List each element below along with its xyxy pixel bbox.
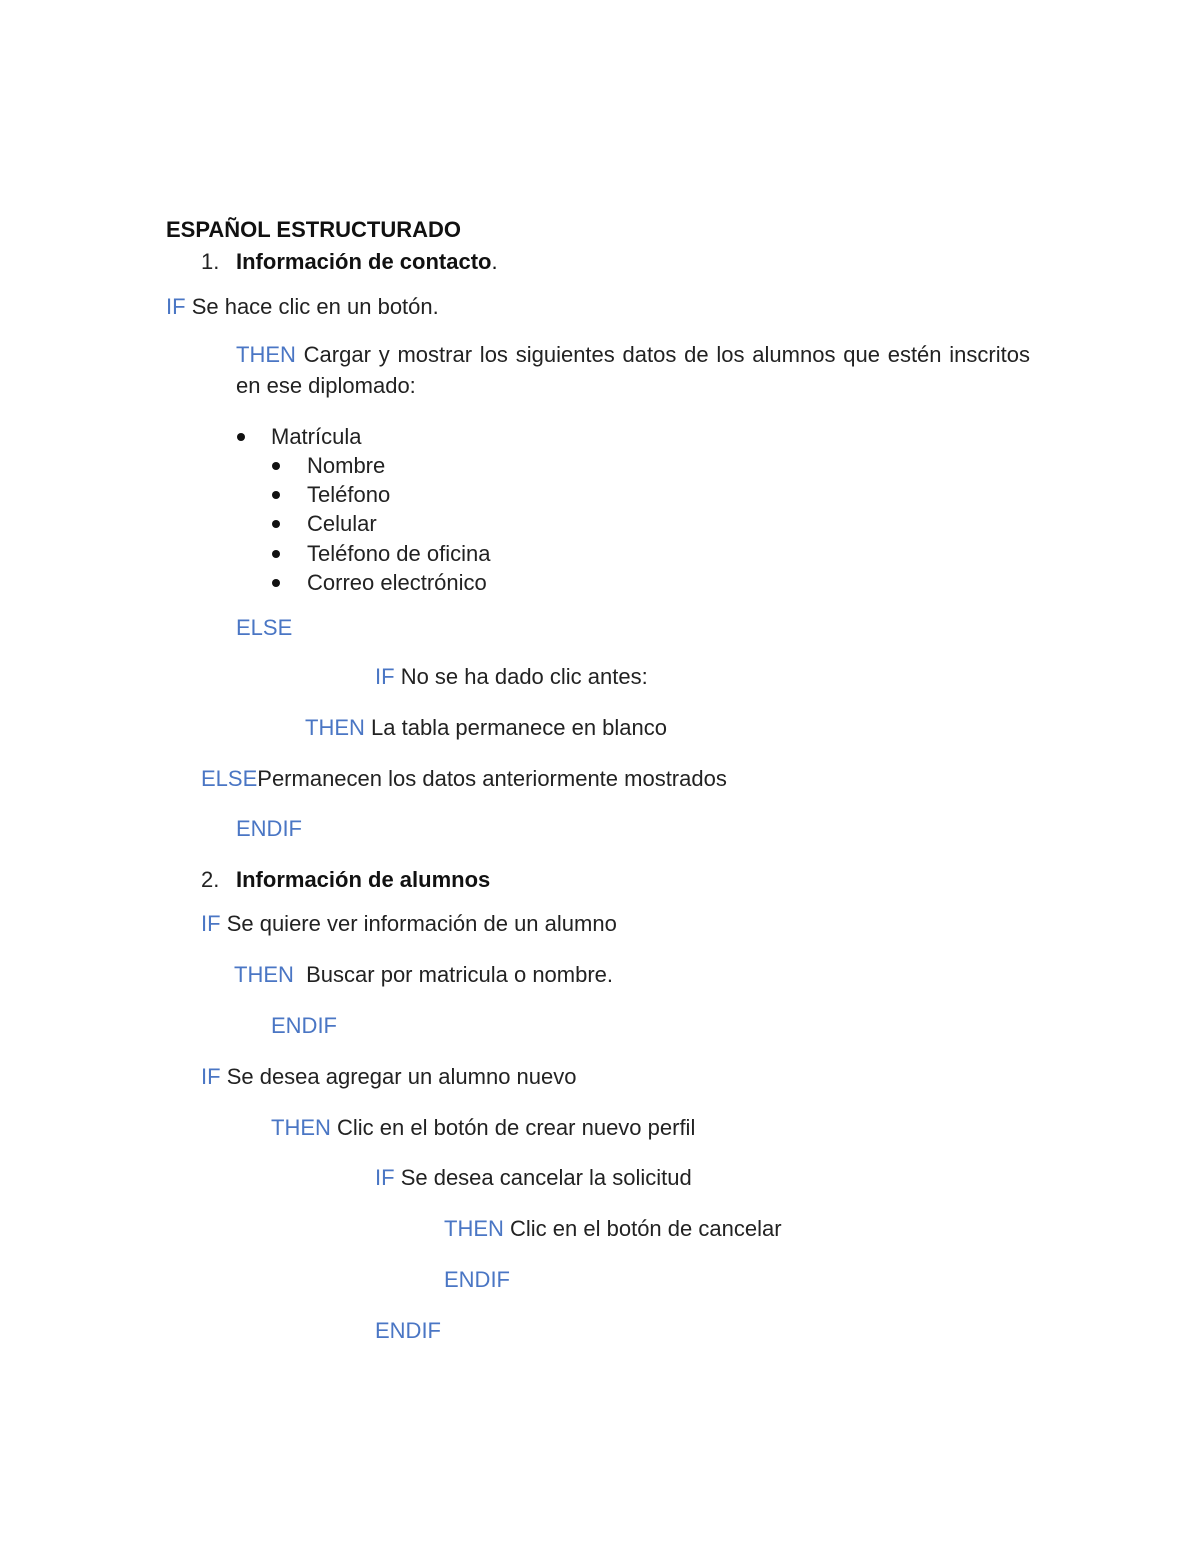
keyword-endif: ENDIF <box>271 1013 337 1038</box>
keyword-then: THEN <box>444 1216 504 1241</box>
action-text: Clic en el botón de cancelar <box>510 1216 782 1241</box>
bullet-icon <box>272 520 280 528</box>
condition-text: Se hace clic en un botón. <box>191 294 439 319</box>
condition-text: Se desea cancelar la solicitud <box>400 1165 692 1190</box>
keyword-endif: ENDIF <box>444 1267 510 1292</box>
keyword-if: IF <box>201 1064 221 1089</box>
keyword-then: THEN <box>305 715 365 740</box>
if-add-student-line <box>201 1063 577 1091</box>
condition-text: Se desea agregar un alumno nuevo <box>226 1064 577 1089</box>
condition-text: Se quiere ver información de un alumno <box>226 911 617 936</box>
list-item: Matrícula <box>271 424 362 449</box>
bullet-icon <box>272 491 280 499</box>
section-1-title-suffix: . <box>491 249 498 274</box>
keyword-then: THEN <box>271 1115 331 1140</box>
keyword-then: THEN <box>234 962 294 987</box>
keyword-endif: ENDIF <box>375 1318 441 1343</box>
then-create-profile-line <box>271 1114 695 1142</box>
section-2-title: Información de alumnos <box>236 867 491 892</box>
list-item: Celular <box>307 511 377 536</box>
section-1-number: 1. <box>201 249 220 274</box>
keyword-if: IF <box>375 664 395 689</box>
bullet-icon <box>272 579 280 587</box>
bullet-icon <box>272 462 280 470</box>
if-no-click-line <box>375 663 648 691</box>
keyword-endif: ENDIF <box>236 816 302 841</box>
action-text: Buscar por matricula o nombre. <box>306 962 614 987</box>
then-table-blank-line <box>305 714 667 742</box>
action-text: Permanecen los datos anteriormente mostrados <box>257 766 727 791</box>
keyword-else: ELSE <box>201 766 258 791</box>
list-item: Teléfono de oficina <box>307 541 491 566</box>
then-search-line <box>234 961 613 989</box>
action-text: Cargar y mostrar los siguientes datos de los alumnos que estén inscritos en ese diplomado: <box>236 342 1030 398</box>
list-item: Teléfono <box>307 482 391 507</box>
section-2-heading <box>201 866 491 894</box>
keyword-if: IF <box>375 1165 395 1190</box>
condition-text: No se ha dado clic antes: <box>400 664 648 689</box>
keyword-if: IF <box>201 911 221 936</box>
if-cancel-request-line <box>375 1164 692 1192</box>
action-text: La tabla permanece en blanco <box>371 715 668 740</box>
else-keep-data-line <box>201 765 727 793</box>
document-title: ESPAÑOL ESTRUCTURADO <box>166 217 461 242</box>
keyword-if: IF <box>166 294 186 319</box>
bullet-icon <box>272 550 280 558</box>
then-load-data-paragraph <box>236 339 1030 401</box>
action-text: Clic en el botón de crear nuevo perfil <box>337 1115 696 1140</box>
if-view-student-line <box>201 910 617 938</box>
section-1-title-text: Información de contacto <box>236 249 492 274</box>
if-click-button-line <box>166 293 439 321</box>
section-2-number: 2. <box>201 867 220 892</box>
keyword-then: THEN <box>236 342 296 367</box>
then-cancel-line <box>444 1215 782 1243</box>
section-1-title <box>236 248 498 276</box>
list-item: Nombre <box>307 453 386 478</box>
keyword-else: ELSE <box>236 615 293 640</box>
section-1-heading <box>201 248 498 276</box>
list-item: Correo electrónico <box>307 570 487 595</box>
bullet-icon <box>237 433 245 441</box>
